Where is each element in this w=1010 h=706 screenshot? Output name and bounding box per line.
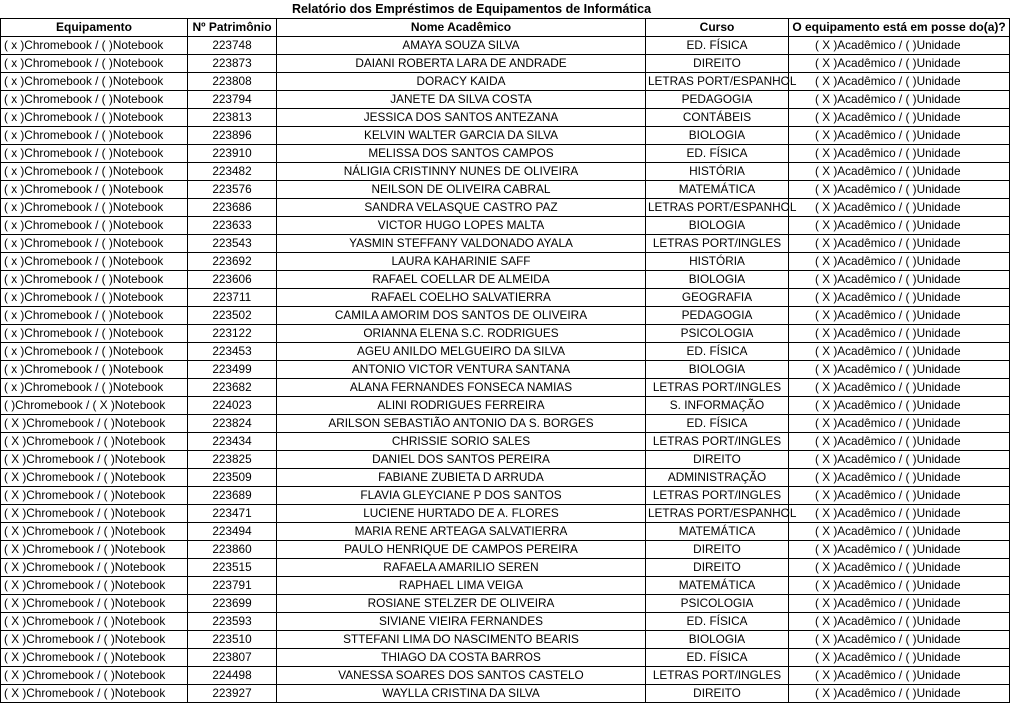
table-row: [1, 469, 1010, 487]
patrimonio-cell[interactable]: 223453: [188, 343, 277, 361]
curso-cell[interactable]: PEDAGOGIA: [646, 307, 789, 325]
curso-cell[interactable]: BIOLOGIA: [646, 217, 789, 235]
equipamento-cell[interactable]: ( x )Chromebook / ( )Notebook: [1, 199, 188, 217]
posse-cell[interactable]: ( X )Acadêmico / ( )Unidade: [789, 55, 1010, 73]
posse-cell[interactable]: ( X )Acadêmico / ( )Unidade: [789, 361, 1010, 379]
nome-cell[interactable]: CHRISSIE SORIO SALES: [277, 433, 646, 451]
curso-cell[interactable]: PSICOLOGIA: [646, 325, 789, 343]
nome-cell[interactable]: JESSICA DOS SANTOS ANTEZANA: [277, 109, 646, 127]
table-body: [1, 37, 1010, 703]
equipamento-cell[interactable]: ( x )Chromebook / ( )Notebook: [1, 73, 188, 91]
curso-cell[interactable]: PSICOLOGIA: [646, 595, 789, 613]
nome-cell[interactable]: WAYLLA CRISTINA DA SILVA: [277, 685, 646, 703]
table-row: [1, 631, 1010, 649]
patrimonio-cell[interactable]: 224498: [188, 667, 277, 685]
report-title: Relatório dos Empréstimos de Equipamentos de Informática: [291, 2, 652, 16]
posse-cell[interactable]: ( X )Acadêmico / ( )Unidade: [789, 217, 1010, 235]
nome-cell[interactable]: VICTOR HUGO LOPES MALTA: [277, 217, 646, 235]
table-row: [1, 127, 1010, 145]
equipamento-cell[interactable]: ( X )Chromebook / ( )Notebook: [1, 523, 188, 541]
patrimonio-cell[interactable]: 223682: [188, 379, 277, 397]
table-row: [1, 379, 1010, 397]
equipamento-cell[interactable]: ( x )Chromebook / ( )Notebook: [1, 235, 188, 253]
curso-cell[interactable]: HISTÓRIA: [646, 253, 789, 271]
posse-cell[interactable]: ( X )Acadêmico / ( )Unidade: [789, 127, 1010, 145]
nome-cell[interactable]: NEILSON DE OLIVEIRA CABRAL: [277, 181, 646, 199]
nome-cell[interactable]: DORACY KAIDA: [277, 73, 646, 91]
curso-cell[interactable]: MATEMÁTICA: [646, 577, 789, 595]
equipamento-cell[interactable]: ( x )Chromebook / ( )Notebook: [1, 163, 188, 181]
equipamento-cell[interactable]: ( X )Chromebook / ( )Notebook: [1, 505, 188, 523]
nome-cell[interactable]: LAURA KAHARINIE SAFF: [277, 253, 646, 271]
posse-cell[interactable]: ( X )Acadêmico / ( )Unidade: [789, 235, 1010, 253]
equipamento-cell[interactable]: ( x )Chromebook / ( )Notebook: [1, 37, 188, 55]
table-row: [1, 595, 1010, 613]
table-row: [1, 325, 1010, 343]
table-row: [1, 163, 1010, 181]
nome-cell[interactable]: DANIEL DOS SANTOS PEREIRA: [277, 451, 646, 469]
curso-cell[interactable]: LETRAS PORT/INGLES: [646, 379, 789, 397]
curso-cell[interactable]: LETRAS PORT/INGLES: [646, 667, 789, 685]
patrimonio-cell[interactable]: 223791: [188, 577, 277, 595]
equipamento-cell[interactable]: ( X )Chromebook / ( )Notebook: [1, 631, 188, 649]
posse-cell[interactable]: ( X )Acadêmico / ( )Unidade: [789, 667, 1010, 685]
patrimonio-cell[interactable]: 223807: [188, 649, 277, 667]
posse-cell[interactable]: ( X )Acadêmico / ( )Unidade: [789, 505, 1010, 523]
equipamento-cell[interactable]: ( X )Chromebook / ( )Notebook: [1, 451, 188, 469]
patrimonio-cell[interactable]: 223633: [188, 217, 277, 235]
posse-cell[interactable]: ( X )Acadêmico / ( )Unidade: [789, 685, 1010, 703]
curso-cell[interactable]: HISTÓRIA: [646, 163, 789, 181]
nome-cell[interactable]: FLAVIA GLEYCIANE P DOS SANTOS: [277, 487, 646, 505]
posse-cell[interactable]: ( X )Acadêmico / ( )Unidade: [789, 325, 1010, 343]
curso-cell[interactable]: DIREITO: [646, 55, 789, 73]
equipamento-cell[interactable]: ( X )Chromebook / ( )Notebook: [1, 487, 188, 505]
nome-cell[interactable]: ALINI RODRIGUES FERREIRA: [277, 397, 646, 415]
equipamento-cell[interactable]: ( X )Chromebook / ( )Notebook: [1, 577, 188, 595]
table-row: [1, 415, 1010, 433]
patrimonio-cell[interactable]: 223494: [188, 523, 277, 541]
table-row: [1, 397, 1010, 415]
table-row: [1, 343, 1010, 361]
nome-cell[interactable]: ARILSON SEBASTIÃO ANTONIO DA S. BORGES: [277, 415, 646, 433]
equipamento-cell[interactable]: ( X )Chromebook / ( )Notebook: [1, 541, 188, 559]
curso-cell[interactable]: S. INFORMAÇÃO: [646, 397, 789, 415]
patrimonio-cell[interactable]: 223794: [188, 91, 277, 109]
header-patrimonio[interactable]: Nº Patrimônio: [188, 19, 277, 37]
equipamento-cell[interactable]: ( x )Chromebook / ( )Notebook: [1, 307, 188, 325]
curso-cell[interactable]: LETRAS PORT/INGLES: [646, 235, 789, 253]
equipamento-cell[interactable]: ( X )Chromebook / ( )Notebook: [1, 613, 188, 631]
patrimonio-cell[interactable]: 223543: [188, 235, 277, 253]
table-row: [1, 577, 1010, 595]
patrimonio-cell[interactable]: 223509: [188, 469, 277, 487]
curso-cell[interactable]: LETRAS PORT/INGLES: [646, 487, 789, 505]
nome-cell[interactable]: ROSIANE STELZER DE OLIVEIRA: [277, 595, 646, 613]
nome-cell[interactable]: THIAGO DA COSTA BARROS: [277, 649, 646, 667]
table-row: [1, 523, 1010, 541]
curso-cell[interactable]: CONTÁBEIS: [646, 109, 789, 127]
patrimonio-cell[interactable]: 223471: [188, 505, 277, 523]
posse-cell[interactable]: ( X )Acadêmico / ( )Unidade: [789, 271, 1010, 289]
patrimonio-cell[interactable]: 223860: [188, 541, 277, 559]
table-row: [1, 199, 1010, 217]
table-row: [1, 109, 1010, 127]
patrimonio-cell[interactable]: 223824: [188, 415, 277, 433]
patrimonio-cell[interactable]: 224023: [188, 397, 277, 415]
patrimonio-cell[interactable]: 223593: [188, 613, 277, 631]
table-row: [1, 145, 1010, 163]
table-row: [1, 505, 1010, 523]
nome-cell[interactable]: KELVIN WALTER GARCIA DA SILVA: [277, 127, 646, 145]
nome-cell[interactable]: RAPHAEL LIMA VEIGA: [277, 577, 646, 595]
table-row: [1, 307, 1010, 325]
equipamento-cell[interactable]: ( x )Chromebook / ( )Notebook: [1, 127, 188, 145]
equipamento-cell[interactable]: ( x )Chromebook / ( )Notebook: [1, 145, 188, 163]
curso-cell[interactable]: DIREITO: [646, 685, 789, 703]
posse-cell[interactable]: ( X )Acadêmico / ( )Unidade: [789, 523, 1010, 541]
curso-cell[interactable]: PEDAGOGIA: [646, 91, 789, 109]
header-curso[interactable]: Curso: [646, 19, 789, 37]
nome-cell[interactable]: STTEFANI LIMA DO NASCIMENTO BEARIS: [277, 631, 646, 649]
equipamento-cell[interactable]: ( x )Chromebook / ( )Notebook: [1, 91, 188, 109]
table-row: [1, 217, 1010, 235]
equipamento-cell[interactable]: ( x )Chromebook / ( )Notebook: [1, 343, 188, 361]
table-row: [1, 667, 1010, 685]
curso-cell[interactable]: ED. FÍSICA: [646, 145, 789, 163]
curso-cell[interactable]: LETRAS PORT/INGLES: [646, 433, 789, 451]
nome-cell[interactable]: CAMILA AMORIM DOS SANTOS DE OLIVEIRA: [277, 307, 646, 325]
patrimonio-cell[interactable]: 223482: [188, 163, 277, 181]
curso-cell[interactable]: LETRAS PORT/ESPANHOL: [646, 199, 789, 217]
nome-cell[interactable]: FABIANE ZUBIETA D ARRUDA: [277, 469, 646, 487]
equipamento-cell[interactable]: ( X )Chromebook / ( )Notebook: [1, 559, 188, 577]
nome-cell[interactable]: JANETE DA SILVA COSTA: [277, 91, 646, 109]
nome-cell[interactable]: RAFAELA AMARILIO SEREN: [277, 559, 646, 577]
nome-cell[interactable]: ALANA FERNANDES FONSECA NAMIAS: [277, 379, 646, 397]
posse-cell[interactable]: ( X )Acadêmico / ( )Unidade: [789, 559, 1010, 577]
patrimonio-cell[interactable]: 223510: [188, 631, 277, 649]
nome-cell[interactable]: SIVIANE VIEIRA FERNANDES: [277, 613, 646, 631]
table-row: [1, 73, 1010, 91]
posse-cell[interactable]: ( X )Acadêmico / ( )Unidade: [789, 397, 1010, 415]
patrimonio-cell[interactable]: 223515: [188, 559, 277, 577]
nome-cell[interactable]: ANTONIO VICTOR VENTURA SANTANA: [277, 361, 646, 379]
equipamento-cell[interactable]: ( x )Chromebook / ( )Notebook: [1, 271, 188, 289]
patrimonio-cell[interactable]: 223873: [188, 55, 277, 73]
curso-cell[interactable]: DIREITO: [646, 541, 789, 559]
posse-cell[interactable]: ( X )Acadêmico / ( )Unidade: [789, 487, 1010, 505]
header-row: [1, 19, 1010, 37]
posse-cell[interactable]: ( X )Acadêmico / ( )Unidade: [789, 595, 1010, 613]
table-row: [1, 361, 1010, 379]
equipamento-cell[interactable]: ( x )Chromebook / ( )Notebook: [1, 253, 188, 271]
posse-cell[interactable]: ( X )Acadêmico / ( )Unidade: [789, 613, 1010, 631]
posse-cell[interactable]: ( X )Acadêmico / ( )Unidade: [789, 91, 1010, 109]
nome-cell[interactable]: RAFAEL COELHO SALVATIERRA: [277, 289, 646, 307]
posse-cell[interactable]: ( X )Acadêmico / ( )Unidade: [789, 181, 1010, 199]
posse-cell[interactable]: ( X )Acadêmico / ( )Unidade: [789, 37, 1010, 55]
equipamento-cell[interactable]: ( )Chromebook / ( X )Notebook: [1, 397, 188, 415]
table-row: [1, 235, 1010, 253]
header-equipamento[interactable]: Equipamento: [1, 19, 188, 37]
nome-cell[interactable]: AMAYA SOUZA SILVA: [277, 37, 646, 55]
table-row: [1, 649, 1010, 667]
curso-cell[interactable]: ED. FÍSICA: [646, 649, 789, 667]
equipamento-cell[interactable]: ( x )Chromebook / ( )Notebook: [1, 217, 188, 235]
patrimonio-cell[interactable]: 223910: [188, 145, 277, 163]
patrimonio-cell[interactable]: 223692: [188, 253, 277, 271]
posse-cell[interactable]: ( X )Acadêmico / ( )Unidade: [789, 379, 1010, 397]
table-row: [1, 91, 1010, 109]
patrimonio-cell[interactable]: 223499: [188, 361, 277, 379]
posse-cell[interactable]: ( X )Acadêmico / ( )Unidade: [789, 415, 1010, 433]
curso-cell[interactable]: ED. FÍSICA: [646, 343, 789, 361]
posse-cell[interactable]: ( X )Acadêmico / ( )Unidade: [789, 199, 1010, 217]
table-row: [1, 685, 1010, 703]
nome-cell[interactable]: SANDRA VELASQUE CASTRO PAZ: [277, 199, 646, 217]
posse-cell[interactable]: ( X )Acadêmico / ( )Unidade: [789, 451, 1010, 469]
patrimonio-cell[interactable]: 223896: [188, 127, 277, 145]
posse-cell[interactable]: ( X )Acadêmico / ( )Unidade: [789, 307, 1010, 325]
equipamento-cell[interactable]: ( X )Chromebook / ( )Notebook: [1, 667, 188, 685]
table-row: [1, 541, 1010, 559]
equipamento-cell[interactable]: ( x )Chromebook / ( )Notebook: [1, 379, 188, 397]
nome-cell[interactable]: MARIA RENE ARTEAGA SALVATIERRA: [277, 523, 646, 541]
nome-cell[interactable]: NÁLIGIA CRISTINNY NUNES DE OLIVEIRA: [277, 163, 646, 181]
curso-cell[interactable]: DIREITO: [646, 451, 789, 469]
equipamento-cell[interactable]: ( x )Chromebook / ( )Notebook: [1, 109, 188, 127]
patrimonio-cell[interactable]: 223699: [188, 595, 277, 613]
patrimonio-cell[interactable]: 223808: [188, 73, 277, 91]
nome-cell[interactable]: AGEU ANILDO MELGUEIRO DA SILVA: [277, 343, 646, 361]
posse-cell[interactable]: ( X )Acadêmico / ( )Unidade: [789, 73, 1010, 91]
posse-cell[interactable]: ( X )Acadêmico / ( )Unidade: [789, 631, 1010, 649]
nome-cell[interactable]: VANESSA SOARES DOS SANTOS CASTELO: [277, 667, 646, 685]
posse-cell[interactable]: ( X )Acadêmico / ( )Unidade: [789, 145, 1010, 163]
equipamento-cell[interactable]: ( X )Chromebook / ( )Notebook: [1, 469, 188, 487]
curso-cell[interactable]: LETRAS PORT/ESPANHOL: [646, 505, 789, 523]
table-row: [1, 55, 1010, 73]
curso-cell[interactable]: BIOLOGIA: [646, 271, 789, 289]
equipamento-cell[interactable]: ( X )Chromebook / ( )Notebook: [1, 415, 188, 433]
posse-cell[interactable]: ( X )Acadêmico / ( )Unidade: [789, 109, 1010, 127]
curso-cell[interactable]: MATEMÁTICA: [646, 181, 789, 199]
nome-cell[interactable]: ORIANNA ELENA S.C. RODRIGUES: [277, 325, 646, 343]
table-row: [1, 181, 1010, 199]
equipamento-cell[interactable]: ( x )Chromebook / ( )Notebook: [1, 289, 188, 307]
curso-cell[interactable]: GEOGRAFIA: [646, 289, 789, 307]
nome-cell[interactable]: LUCIENE HURTADO DE A. FLORES: [277, 505, 646, 523]
posse-cell[interactable]: ( X )Acadêmico / ( )Unidade: [789, 577, 1010, 595]
posse-cell[interactable]: ( X )Acadêmico / ( )Unidade: [789, 469, 1010, 487]
curso-cell[interactable]: ED. FÍSICA: [646, 37, 789, 55]
curso-cell[interactable]: ADMINISTRAÇÃO: [646, 469, 789, 487]
patrimonio-cell[interactable]: 223576: [188, 181, 277, 199]
table-row: [1, 271, 1010, 289]
table-row: [1, 559, 1010, 577]
patrimonio-cell[interactable]: 223502: [188, 307, 277, 325]
curso-cell[interactable]: BIOLOGIA: [646, 127, 789, 145]
posse-cell[interactable]: ( X )Acadêmico / ( )Unidade: [789, 163, 1010, 181]
equipamento-cell[interactable]: ( x )Chromebook / ( )Notebook: [1, 181, 188, 199]
equipamento-cell[interactable]: ( X )Chromebook / ( )Notebook: [1, 649, 188, 667]
equipamento-cell[interactable]: ( x )Chromebook / ( )Notebook: [1, 55, 188, 73]
posse-cell[interactable]: ( X )Acadêmico / ( )Unidade: [789, 541, 1010, 559]
table-row: [1, 253, 1010, 271]
equipamento-cell[interactable]: ( X )Chromebook / ( )Notebook: [1, 595, 188, 613]
curso-cell[interactable]: MATEMÁTICA: [646, 523, 789, 541]
patrimonio-cell[interactable]: 223122: [188, 325, 277, 343]
curso-cell[interactable]: LETRAS PORT/ESPANHOL: [646, 73, 789, 91]
curso-cell[interactable]: ED. FÍSICA: [646, 415, 789, 433]
table-row: [1, 487, 1010, 505]
table-row: [1, 289, 1010, 307]
patrimonio-cell[interactable]: 223748: [188, 37, 277, 55]
nome-cell[interactable]: YASMIN STEFFANY VALDONADO AYALA: [277, 235, 646, 253]
equipamento-cell[interactable]: ( X )Chromebook / ( )Notebook: [1, 433, 188, 451]
nome-cell[interactable]: PAULO HENRIQUE DE CAMPOS PEREIRA: [277, 541, 646, 559]
patrimonio-cell[interactable]: 223606: [188, 271, 277, 289]
curso-cell[interactable]: BIOLOGIA: [646, 361, 789, 379]
curso-cell[interactable]: BIOLOGIA: [646, 631, 789, 649]
posse-cell[interactable]: ( X )Acadêmico / ( )Unidade: [789, 649, 1010, 667]
posse-cell[interactable]: ( X )Acadêmico / ( )Unidade: [789, 253, 1010, 271]
equipamento-cell[interactable]: ( x )Chromebook / ( )Notebook: [1, 325, 188, 343]
equipamento-cell[interactable]: ( X )Chromebook / ( )Notebook: [1, 685, 188, 703]
header-nome-academico[interactable]: Nome Acadêmico: [277, 19, 646, 37]
patrimonio-cell[interactable]: 223927: [188, 685, 277, 703]
patrimonio-cell[interactable]: 223434: [188, 433, 277, 451]
posse-cell[interactable]: ( X )Acadêmico / ( )Unidade: [789, 343, 1010, 361]
nome-cell[interactable]: RAFAEL COELLAR DE ALMEIDA: [277, 271, 646, 289]
table-row: [1, 433, 1010, 451]
equipamento-cell[interactable]: ( x )Chromebook / ( )Notebook: [1, 361, 188, 379]
posse-cell[interactable]: ( X )Acadêmico / ( )Unidade: [789, 289, 1010, 307]
posse-cell[interactable]: ( X )Acadêmico / ( )Unidade: [789, 433, 1010, 451]
curso-cell[interactable]: ED. FÍSICA: [646, 613, 789, 631]
nome-cell[interactable]: DAIANI ROBERTA LARA DE ANDRADE: [277, 55, 646, 73]
patrimonio-cell[interactable]: 223686: [188, 199, 277, 217]
nome-cell[interactable]: MELISSA DOS SANTOS CAMPOS: [277, 145, 646, 163]
header-posse[interactable]: O equipamento está em posse do(a)?: [789, 19, 1010, 37]
table-row: [1, 37, 1010, 55]
patrimonio-cell[interactable]: 223825: [188, 451, 277, 469]
patrimonio-cell[interactable]: 223689: [188, 487, 277, 505]
patrimonio-cell[interactable]: 223813: [188, 109, 277, 127]
curso-cell[interactable]: DIREITO: [646, 559, 789, 577]
table-row: [1, 613, 1010, 631]
patrimonio-cell[interactable]: 223711: [188, 289, 277, 307]
loans-table: [0, 18, 1010, 703]
table-row: [1, 451, 1010, 469]
